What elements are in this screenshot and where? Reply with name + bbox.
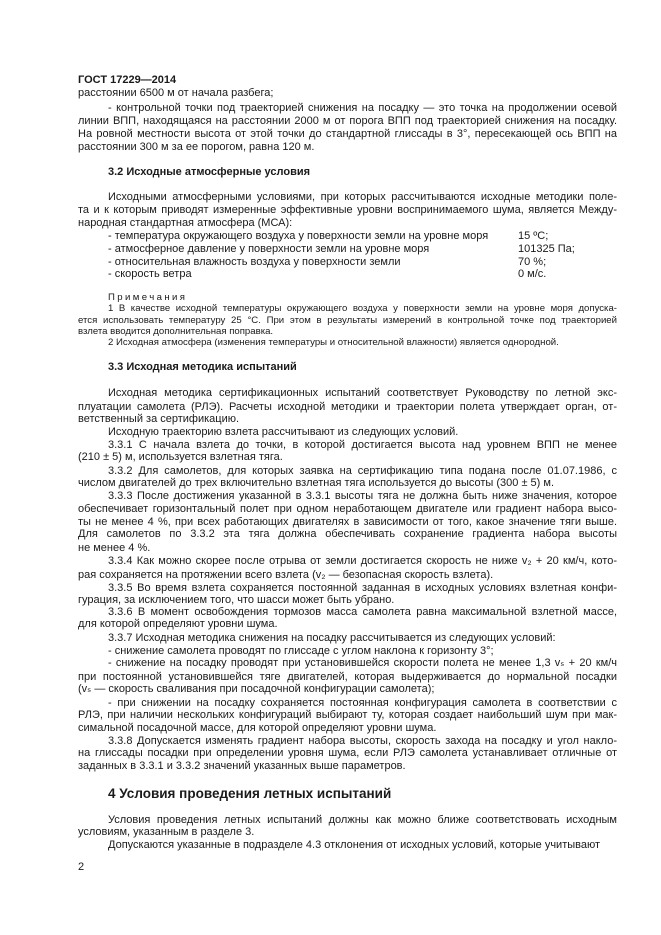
text-line: на глиссады посадки при определении уровня шума, если РЛЭ самолета устанавливает отличные от: [78, 747, 617, 759]
section-heading-3-3: 3.3 Исходная методика испытаний: [108, 361, 297, 373]
text-line: Условия проведения летных испытаний должны как можно ближе соответствовать исходным: [108, 814, 617, 826]
text-line: заданных в 3.3.1 и 3.3.2 значений указанных выше параметров.: [78, 760, 406, 772]
text-line: не менее 4 %.: [78, 542, 151, 554]
text-line: 2 Исходная атмосфера (изменения температуры и относительной влажности) является однородной.: [108, 337, 559, 348]
text-line: На ровной местности высота от этой точки до стандартной глиссады в 3°, пересекающей ось ВПП на: [78, 128, 617, 140]
text-line: 1 В качестве исходной температуры окружающего воздуха у поверхности земли на уровне моря допуска-: [108, 303, 617, 314]
text-line: Для самолетов по 3.3.2 эта тяга должна обеспечивать сохранение градиента набора высоты: [78, 528, 617, 540]
text-line: 3.3.5 Во время взлета сохраняется постоянной заданная в исходных условиях взлетная конфи-: [108, 582, 617, 594]
text-line: рая сохраняется на протяжении всего взлета (v₂ — безопасная скорость взлета).: [78, 569, 494, 581]
text-line: - снижение на посадку проводят при установившейся скорости полета не менее 1,3 vₛ + 20 км/ч: [108, 657, 617, 669]
text-line: та и к которым приводят измеренные эффективные уровни воспринимаемого шума, является Между-: [78, 204, 617, 216]
text-line: Допускаются указанные в подразделе 4.3 отклонения от исходных условий, которые учитывают: [108, 839, 601, 851]
text-line: 3.3.6 В момент освобождения тормозов масса самолета равна максимальной взлетной массе,: [108, 606, 617, 618]
atmosphere-item-value: 15 ºС;: [518, 230, 549, 242]
text-line: расстоянии 300 м за ее порогом, равна 120 м.: [78, 141, 315, 153]
text-line: 3.3.8 Допускается изменять градиент набора высоты, скорость захода на посадку и угол накло-: [108, 735, 617, 747]
text-line: условиям, указанным в разделе 3.: [78, 826, 255, 838]
atmosphere-item-value: 70 %;: [518, 256, 547, 268]
text-line: линии ВПП, находящаяся на расстоянии 2000 м от порога ВПП под траекторией снижения на посадку.: [78, 115, 617, 127]
text-line: ется использовать температуру 25 °С. При этом в результаты измерений в контрольной точке под траекторией: [78, 315, 617, 326]
text-line: Исходную траекторию взлета рассчитывают из следующих условий.: [108, 426, 459, 438]
text-line: 3.3.4 Как можно скорее после отрыва от земли достигается скорость не ниже v₂ + 20 км/ч, кото-: [108, 555, 617, 567]
text-line: 3.3.1 С начала взлета до точки, в которой достигается высота над уровнем ВПП не менее: [108, 439, 617, 451]
text-line: ветственный за сертификацию.: [78, 413, 240, 425]
section-heading-4: 4 Условия проведения летных испытаний: [108, 786, 392, 801]
section-heading-3-2: 3.2 Исходные атмосферные условия: [108, 166, 311, 178]
text-line: взлета вводится дополнительная поправка.: [78, 326, 274, 337]
text-line: 3.3.3 После достижения указанной в 3.3.1 высоты тяга не должна быть ниже значения, которое: [108, 490, 617, 502]
text-line: народная стандартная атмосфера (МСА):: [78, 217, 293, 229]
atmosphere-item-label: - температура окружающего воздуха у поверхности земли на уровне моря: [108, 230, 489, 242]
atmosphere-item-label: - скорость ветра: [108, 268, 192, 280]
atmosphere-item-value: 101325 Па;: [518, 243, 575, 255]
text-line: гурация, за исключением того, что шасси может быть убрано.: [78, 594, 395, 606]
document-header: ГОСТ 17229—2014: [78, 74, 177, 86]
text-line: при постоянной установившейся тяге двигателей, которая выдерживается до нормальной посадки: [78, 671, 617, 683]
text-line: - снижение самолета проводят по глиссаде с углом наклона к горизонту 3°;: [108, 645, 494, 657]
text-line: (210 ± 5) м, используется взлетная тяга.: [78, 451, 283, 463]
text-line: 3.3.2 Для самолетов, для которых заявка на сертификацию типа подана после 01.07.1986, с: [108, 465, 617, 477]
text-line: - контрольной точки под траекторией снижения на посадку — это точка на продолжении осевой: [108, 102, 617, 114]
text-line: симальной посадочной массе, для которой определяют уровни шума.: [78, 722, 437, 734]
atmosphere-item-label: - атмосферное давление у поверхности земли на уровне моря: [108, 243, 430, 255]
text-line: для которой определяют уровни шума.: [78, 618, 278, 630]
notes-heading: Примечания: [108, 292, 188, 303]
atmosphere-item-value: 0 м/с.: [518, 268, 547, 280]
atmosphere-item-label: - относительная влажность воздуха у поверхности земли: [108, 256, 401, 268]
text-line: числом двигателей до трех включительно взлетная тяга используется до высоты (300 ± 5) м.: [78, 477, 554, 489]
text-line: Исходными атмосферными условиями, при которых рассчитываются исходные методики поле-: [108, 191, 617, 203]
text-line: ты не менее 4 %, при всех работающих двигателях в зависимости от того, какое значение тяги выше.: [78, 516, 617, 528]
text-line: 3.3.7 Исходная методика снижения на посадку рассчитывается из следующих условий:: [108, 632, 556, 644]
text-line: - при снижении на посадку сохраняется постоянная конфигурация самолета в соответствии с: [108, 697, 617, 709]
page-number: 2: [78, 861, 85, 873]
text-line: плуатации самолета (РЛЭ). Расчеты исходной методики и траектории полета утверждает орган, от-: [78, 401, 617, 413]
text-line: РЛЭ, при наличии нескольких конфигураций выбирают ту, которая создает наибольший шум при мак-: [78, 709, 617, 721]
text-line: обеспечивает горизонтальный полет при одном неработающем двигателе или градиент набора высо-: [78, 503, 617, 515]
text-line: (vₛ — скорость сваливания при посадочной конфигурации самолета);: [78, 683, 435, 695]
text-line: расстоянии 6500 м от начала разбега;: [78, 87, 274, 99]
text-line: Исходная методика сертификационных испытаний соответствует Руководству по летной экс-: [108, 387, 617, 399]
